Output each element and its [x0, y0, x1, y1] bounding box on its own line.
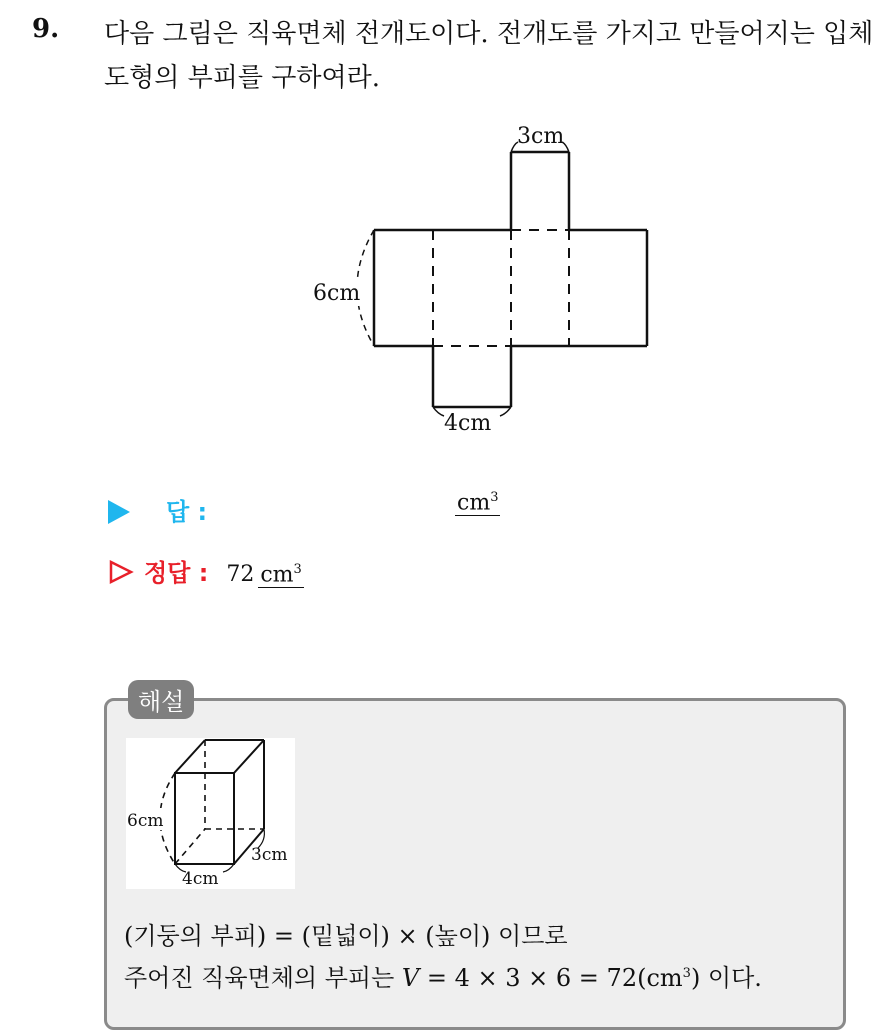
cuboid-depth-label: 3cm [251, 845, 288, 865]
correct-row [108, 553, 304, 588]
correct-label: 정답 : [144, 559, 209, 587]
question-number: 9. [32, 14, 60, 44]
net-bottom-label: 4cm [444, 411, 492, 436]
explanation-line-1: (기둥의 부피) = (밑넓이) × (높이) 이므로 [124, 922, 568, 950]
explanation-badge: 해설 [128, 680, 194, 719]
cuboid-height-label: 6cm [127, 811, 164, 831]
net-top-label: 3cm [517, 124, 565, 149]
cuboid-figure [126, 738, 295, 889]
answer-unit: $cm^3$ [457, 490, 499, 516]
play-marker-icon [108, 500, 130, 524]
question-text: 다음 그림은 직육면체 전개도이다. 전개도를 가지고 만들어지는 입체 도형의 부피를 구하여라. [104, 19, 874, 93]
cuboid-width-label: 4cm [182, 869, 219, 889]
net-diagram [300, 112, 680, 442]
outline-play-marker-icon [108, 559, 134, 585]
correct-value: 72 [226, 562, 255, 587]
explanation-line-2: 주어진 직육면체의 부피는 $V = 4 \times 3 \times 6 = 72(cm^3)$ 이다. [124, 964, 762, 992]
correct-unit: $cm^3$ [260, 561, 302, 587]
answer-row [108, 492, 207, 527]
net-left-label: 6cm [313, 281, 361, 306]
answer-label: 답 : [166, 498, 208, 526]
